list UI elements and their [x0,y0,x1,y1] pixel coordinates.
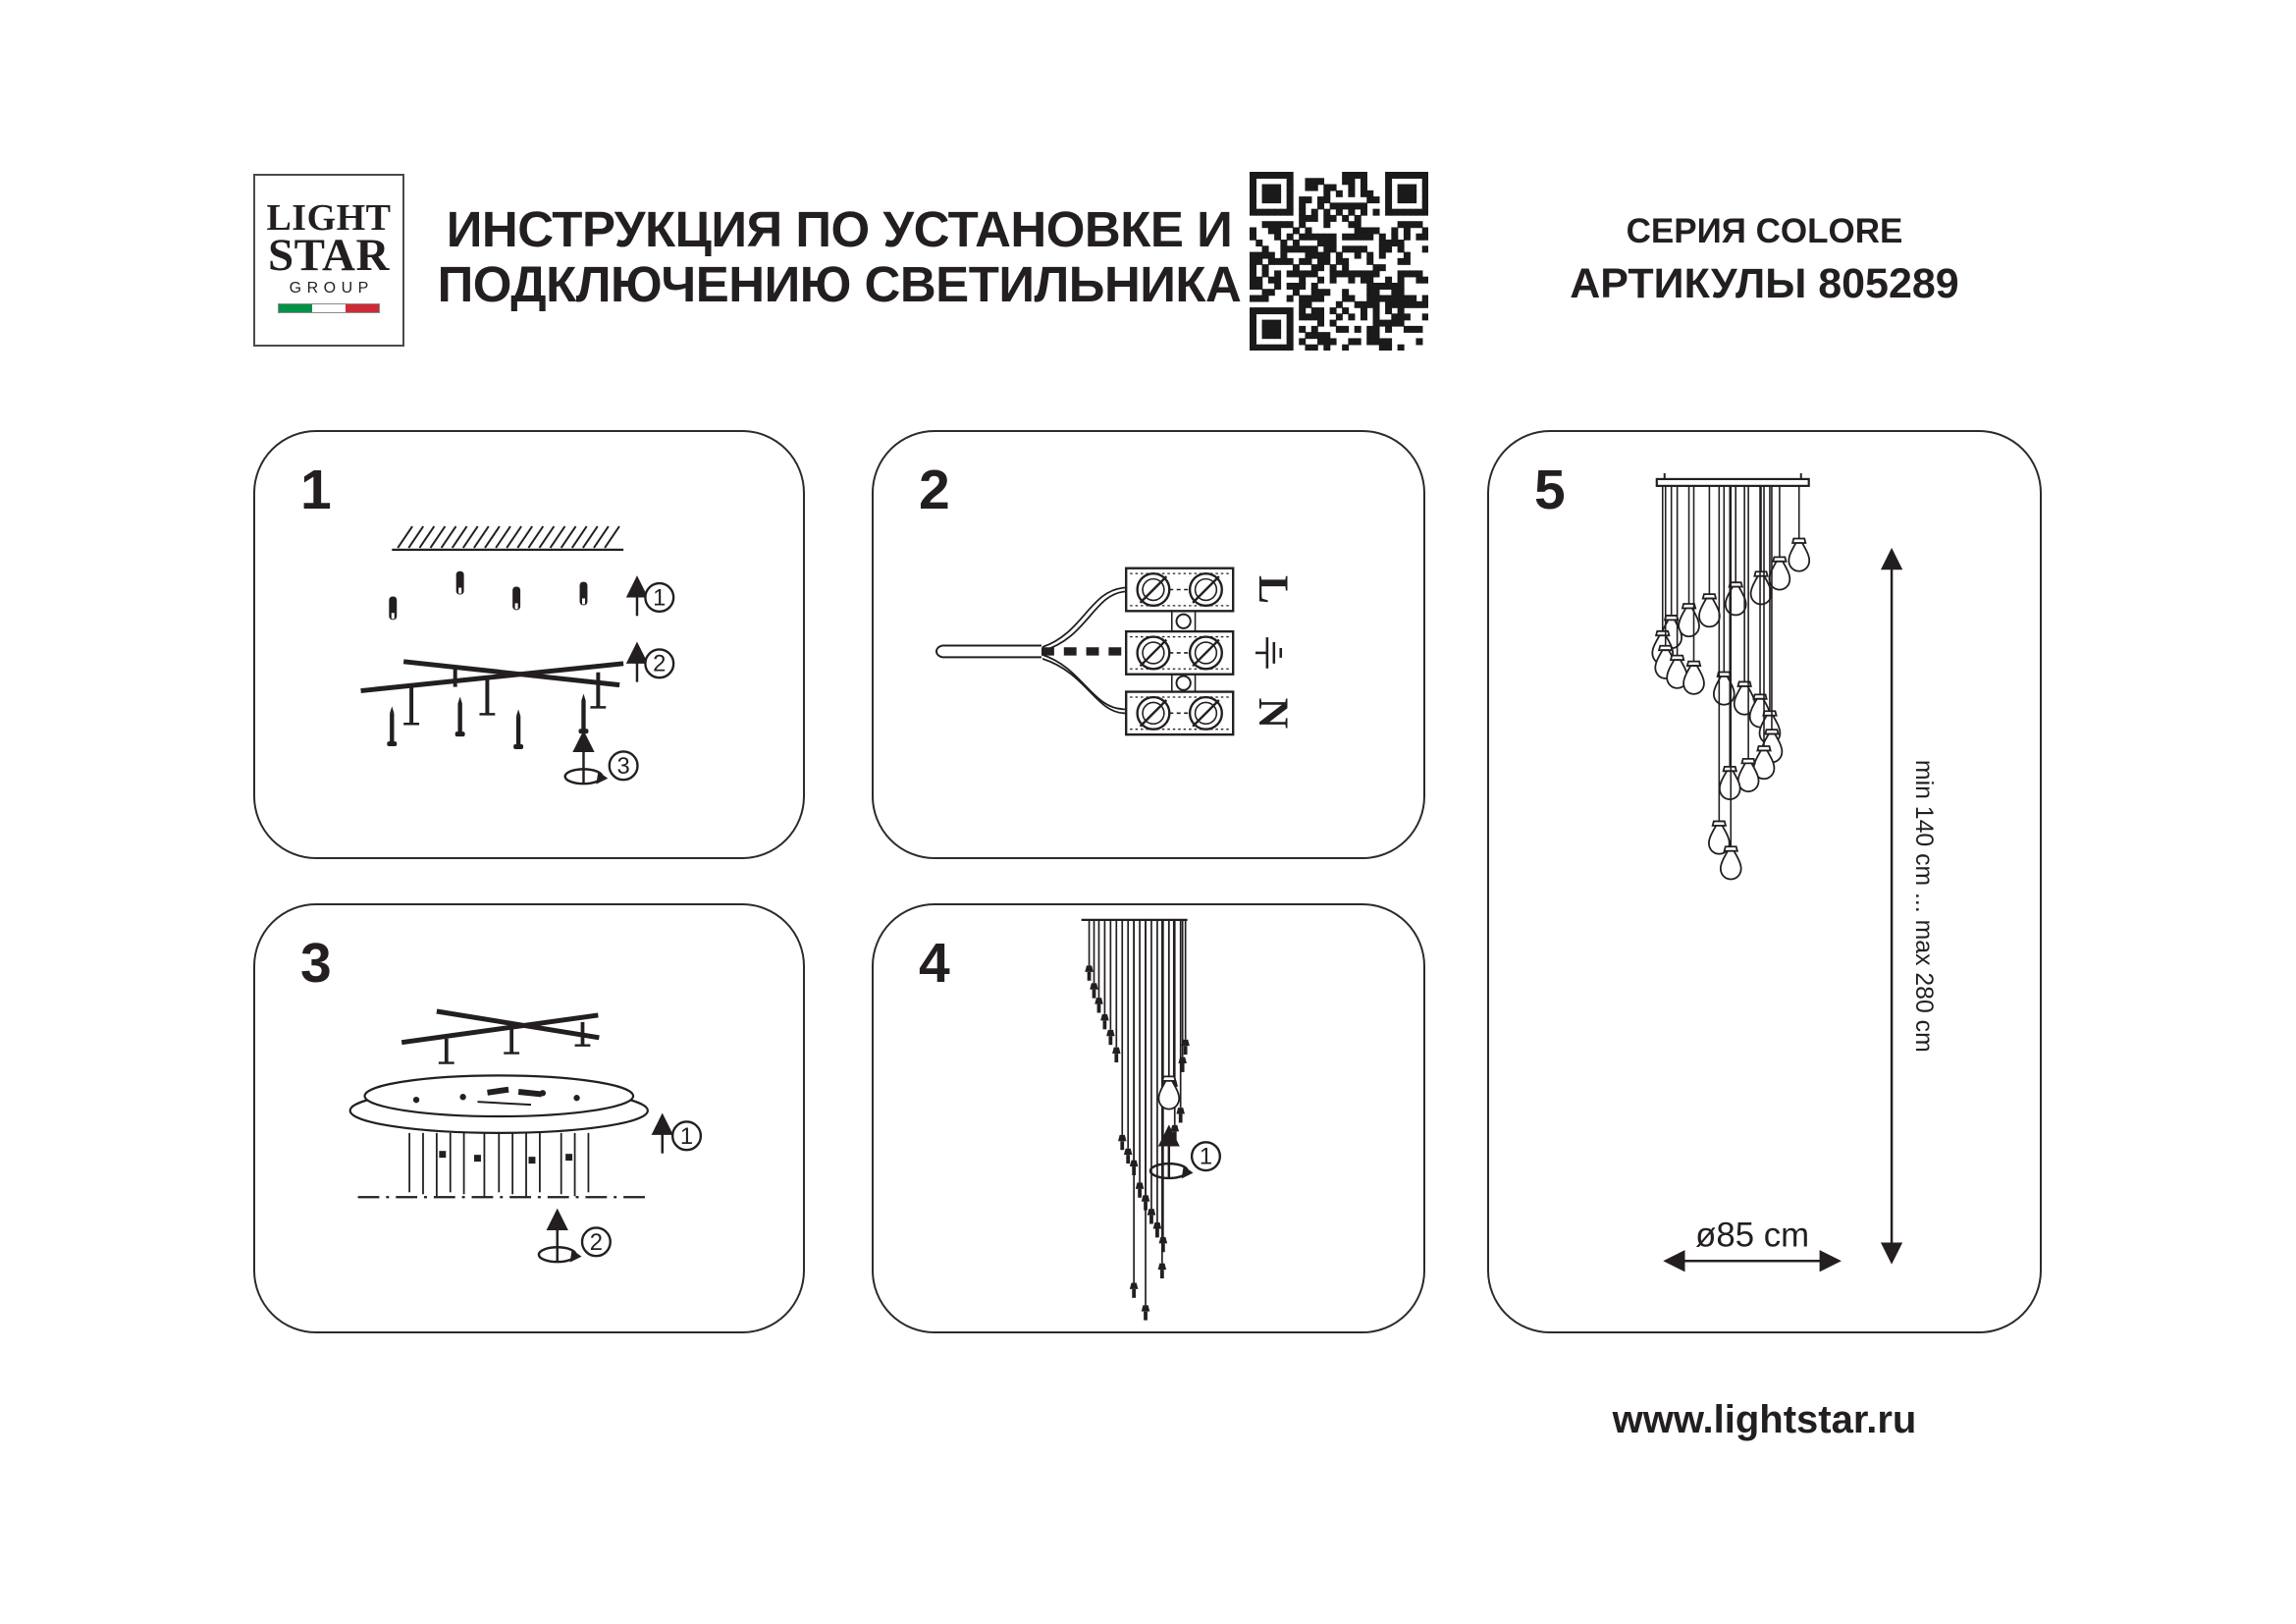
wiring-diagram [874,432,1423,857]
website-url: www.lightstar.ru [1612,1398,1917,1441]
flag-white [312,304,346,312]
height-dimension-label: min 140 cm ... max 280 cm [1909,759,1937,1053]
canopy-diagram [255,905,803,1331]
logo-text-star: STAR [268,230,390,281]
step-2-arrow [637,646,673,682]
step-3-label: 3 [616,752,630,780]
ceiling-canopy [350,1075,648,1132]
panel-4-number: 4 [919,932,950,995]
step-panel-3 [253,903,805,1333]
label-neutral-N: N [1249,697,1297,730]
diameter-dimension-label: ø85 cm [1695,1217,1810,1255]
step-3-rotate-icon [565,734,638,785]
flag-green [279,304,312,312]
panel-5-number: 5 [1534,459,1566,521]
panel-1-number: 1 [300,459,332,521]
product-info [1487,214,2042,305]
logo-text-group: GROUP [289,280,374,297]
title-line-1: ИНСТРУКЦИЯ ПО УСТАНОВКЕ И [446,201,1233,257]
final-view-panel [1487,430,2042,1333]
step-panel-2 [872,430,1425,859]
flag-red [346,304,379,312]
panel-2-number: 2 [919,459,950,521]
hanging-rods [409,1133,588,1196]
ceiling-hatch [398,526,619,548]
article-number: АРТИКУЛЫ 805289 [1570,260,1959,307]
logo-text-light: LIGHT [266,197,392,239]
cross-bracket-top [401,1011,599,1063]
height-dimension [1892,552,1937,1260]
terminal-blocks [1126,568,1233,734]
diameter-dimension [1668,1217,1838,1261]
step-1-label: 1 [1199,1143,1213,1170]
step-panel-1 [253,430,805,859]
panel-3-number: 3 [300,932,332,995]
pendant-wires [1085,920,1190,1321]
step-1-rotate-icon [1150,1129,1220,1179]
qr-code [1250,172,1428,351]
step-1-arrow [637,580,673,617]
step-1-label: 1 [653,584,667,612]
pendant-wires-diagram [874,905,1423,1331]
ground-symbol [1255,637,1281,669]
step-1-arrow [663,1117,701,1154]
step-panel-4 [872,903,1425,1333]
supply-cable [936,588,1126,714]
step-2-label: 2 [653,650,667,677]
wall-anchors [389,571,587,621]
label-line-L: L [1249,574,1297,605]
italian-flag-bar [278,303,380,313]
step-1-label: 1 [679,1122,694,1150]
ceiling-plate [1657,473,1809,486]
lightstar-logo [253,174,404,347]
page-title [412,202,1266,312]
title-line-2: ПОДКЛЮЧЕНИЮ СВЕТИЛЬНИКА [437,256,1242,312]
chandelier-dimensions-diagram [1489,432,2040,1331]
pendant-rods-and-shades [1652,486,1809,880]
series-name: СЕРИЯ COLORE [1626,212,1903,250]
bracket-ceiling-diagram [255,432,803,857]
step-2-rotate-icon [539,1213,611,1263]
step-2-label: 2 [589,1228,603,1256]
